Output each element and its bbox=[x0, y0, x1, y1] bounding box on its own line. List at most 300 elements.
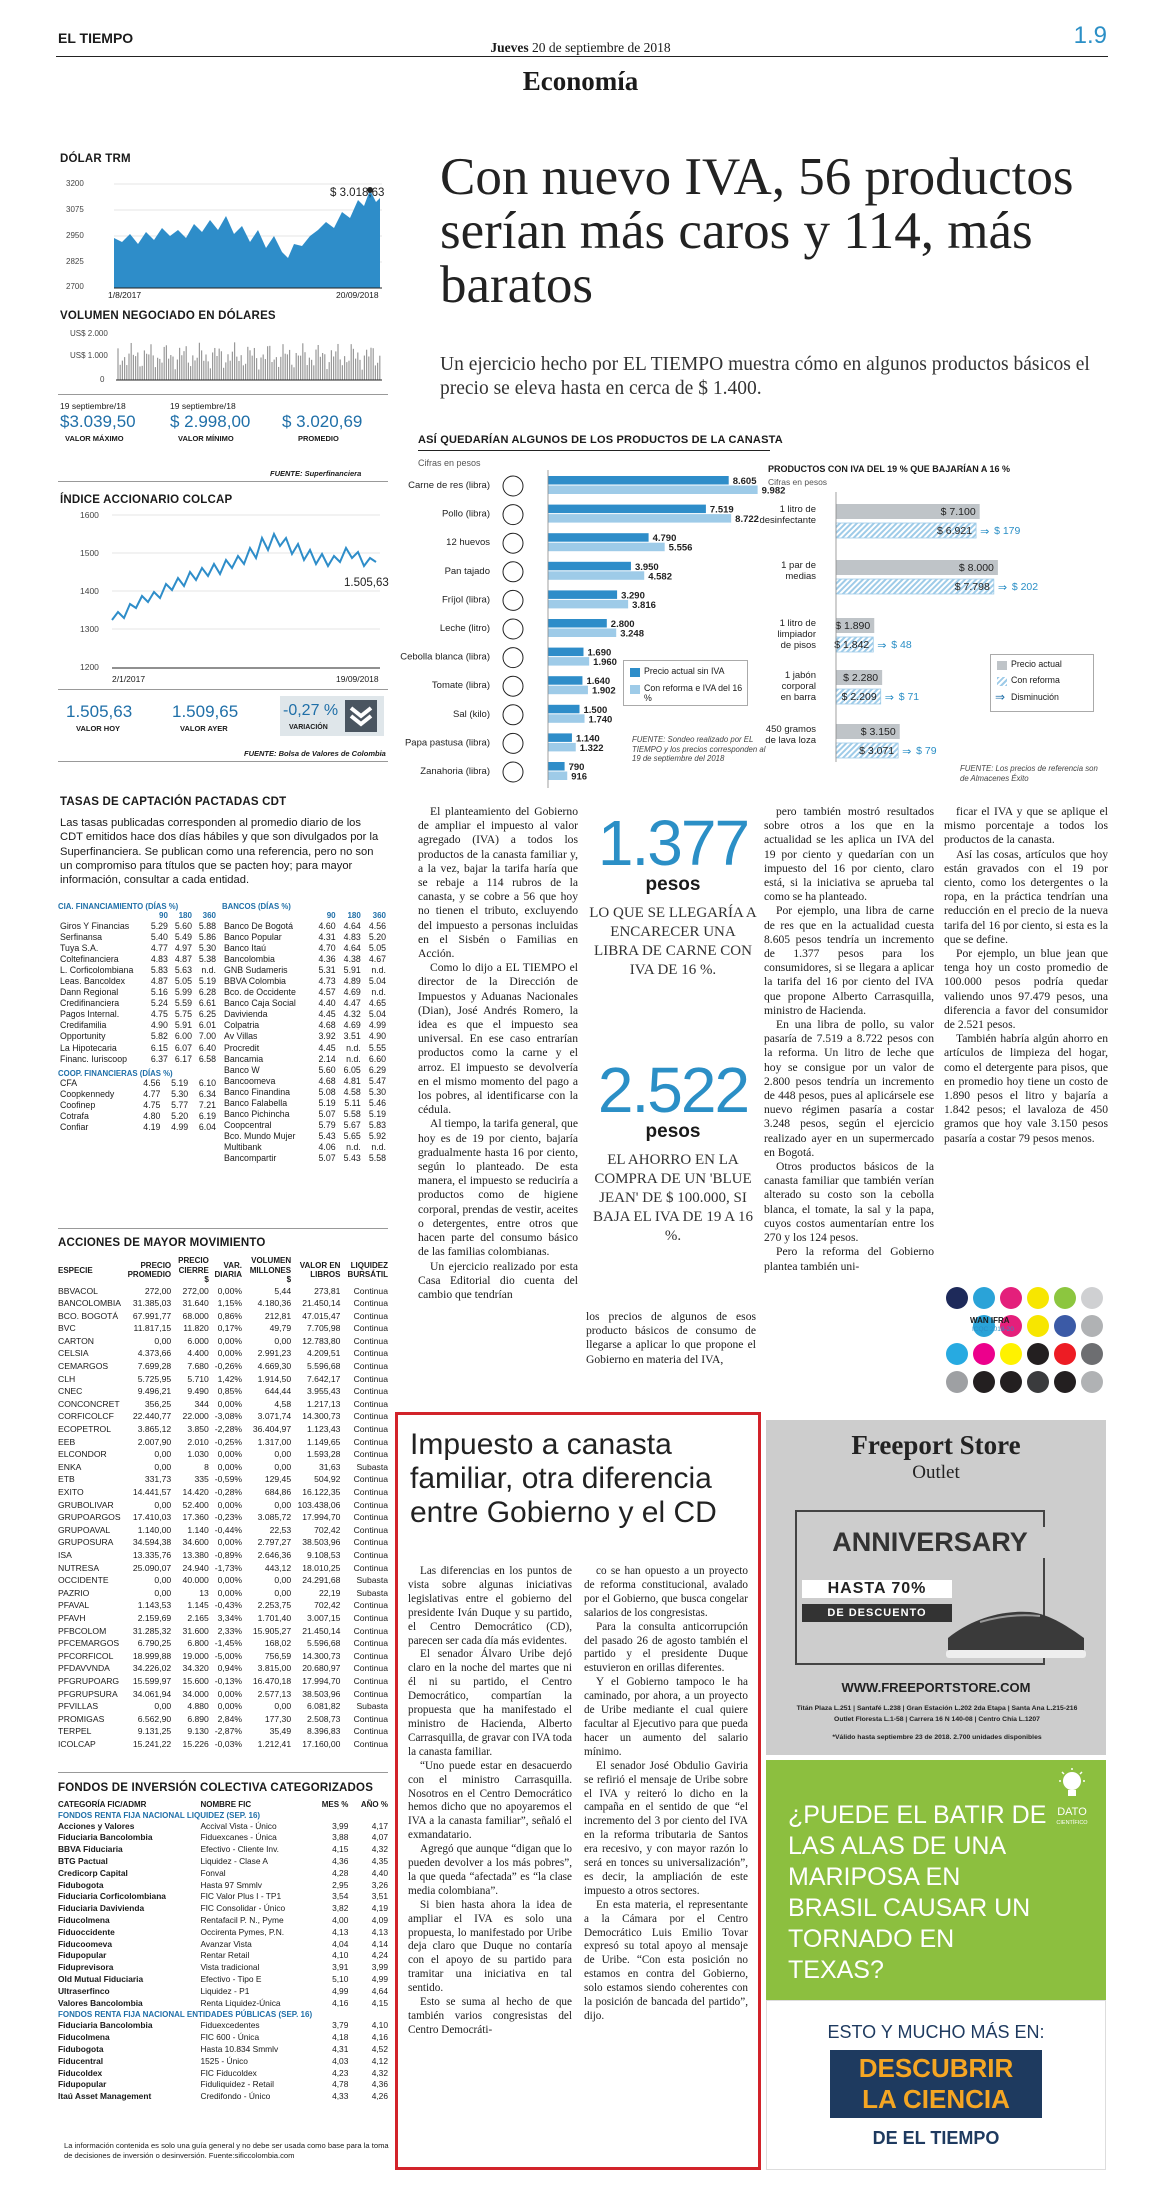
cdt-entity: GNB Sudameris bbox=[224, 964, 288, 975]
cdt-rate: 4.06 bbox=[318, 1142, 336, 1153]
canasta-unit: Cifras en pesos bbox=[418, 458, 481, 468]
article-paragraph: co se han opuesto a un proyecto de reforma constitucional, avalado por el Gobierno, que busca congelar salarios de los congresistas. bbox=[584, 1565, 748, 1619]
fondos-cell: 4,31 bbox=[332, 2044, 349, 2055]
dolar-last-value: $ 3.018,63 bbox=[330, 187, 385, 199]
acciones-cell: 31.285,32 bbox=[132, 1625, 172, 1636]
cdt-rate: 4.45 bbox=[318, 1009, 336, 1020]
acciones-cell: 0,00 bbox=[274, 1461, 292, 1472]
cdt-rate: 6.17 bbox=[174, 1053, 192, 1064]
acciones-row bbox=[56, 1448, 390, 1461]
acciones-cell: 3.850 bbox=[187, 1424, 209, 1435]
color-swatch bbox=[946, 1343, 968, 1365]
acciones-cell: 1.317,00 bbox=[257, 1436, 292, 1447]
color-swatch bbox=[1081, 1371, 1103, 1393]
canasta-value-actual: 8.605 bbox=[732, 476, 757, 487]
cdt-rate: 5.67 bbox=[343, 1120, 361, 1131]
fondos-row bbox=[56, 1974, 390, 1986]
acciones-cell: 4.669,30 bbox=[257, 1361, 292, 1372]
acciones-cell: 17.994,70 bbox=[302, 1512, 341, 1523]
acciones-ticker: BBVACOL bbox=[58, 1285, 98, 1296]
fondos-cell: 4,32 bbox=[371, 2067, 388, 2078]
canasta-category-label: Tomate (libra) bbox=[431, 680, 490, 692]
legend-label-con-reforma: Con reforma bbox=[1011, 675, 1060, 685]
freeport-url[interactable]: WWW.FREEPORTSTORE.COM bbox=[841, 1680, 1031, 1695]
food-icon bbox=[503, 533, 523, 553]
acciones-cell: 2.010 bbox=[187, 1436, 209, 1447]
acciones-cell: 103.438,06 bbox=[297, 1499, 341, 1510]
cdt-rate: 5.07 bbox=[318, 1109, 336, 1120]
fondos-cell: Fiduprevisora bbox=[58, 1962, 114, 1973]
acciones-cell: 756,59 bbox=[264, 1650, 292, 1661]
acciones-cell: Continua bbox=[353, 1285, 388, 1296]
cdt-row bbox=[222, 954, 388, 965]
acciones-cell: Continua bbox=[353, 1386, 388, 1397]
acciones-ticker: GRUPOARGOS bbox=[58, 1512, 121, 1523]
freeport-addr2: Outlet Floresta L.1-58 | Carrera 16 N 140-08 | Centro Chía L.1207 bbox=[834, 1716, 1040, 1723]
acciones-cell: 3.815,00 bbox=[257, 1663, 292, 1674]
color-swatch bbox=[1027, 1371, 1049, 1393]
colcap-title: ÍNDICE ACCIONARIO COLCAP bbox=[60, 494, 233, 506]
acciones-cell: 11.817,15 bbox=[133, 1323, 172, 1334]
acciones-row bbox=[56, 1385, 390, 1398]
food-icon bbox=[503, 705, 523, 725]
acciones-col-header: ESPECIE bbox=[58, 1265, 93, 1275]
fondos-row bbox=[56, 1821, 390, 1833]
cdt-rate: 5.63 bbox=[174, 964, 192, 975]
acciones-cell: 0,00 bbox=[154, 1461, 172, 1472]
icqc-label: ICQC 2018-20 bbox=[972, 1326, 1014, 1333]
cdt-rate: 6.07 bbox=[174, 1042, 192, 1053]
fondos-cell: BBVA Fiduciaria bbox=[58, 1844, 123, 1855]
cdt-rate: 4.99 bbox=[368, 1020, 386, 1031]
dato-cta[interactable] bbox=[830, 2050, 1042, 2118]
acciones-row bbox=[56, 1360, 390, 1373]
acciones-cell: 34.594,38 bbox=[132, 1537, 172, 1548]
canasta-value-reforma: 1.960 bbox=[593, 657, 617, 669]
dato-more: ESTO Y MUCHO MÁS EN: bbox=[827, 2022, 1045, 2042]
colcap-value: 1.505,63 bbox=[66, 702, 133, 721]
cdt-row bbox=[222, 1131, 388, 1142]
fondos-cell: Acciones y Valores bbox=[58, 1820, 135, 1831]
colcap-yesterday-label: VALOR AYER bbox=[180, 724, 228, 733]
cdt-row bbox=[58, 987, 218, 998]
fondos-cell: Liquidez - Clase A bbox=[200, 1855, 268, 1866]
cdt-rate: n.d. bbox=[346, 1042, 361, 1053]
acciones-cell: 67.991,77 bbox=[132, 1310, 172, 1321]
cdt-rate: 5.19 bbox=[368, 1109, 386, 1120]
box-col1 bbox=[408, 1565, 572, 2038]
acciones-row bbox=[56, 1473, 390, 1486]
acciones-cell: 0,00 bbox=[274, 1335, 292, 1346]
iva-chart-unit: Cifras en pesos bbox=[768, 477, 828, 487]
fondos-table bbox=[56, 1800, 390, 2103]
acciones-cell: 7.705,98 bbox=[307, 1323, 341, 1334]
canasta-value-actual: 1.140 bbox=[575, 733, 600, 745]
cdt-entity: Coofinep bbox=[60, 1099, 96, 1110]
cdt-row bbox=[58, 1100, 218, 1111]
canasta-bar-reforma bbox=[548, 743, 576, 752]
fondos-cell: Fidubogota bbox=[58, 1879, 104, 1890]
acciones-col-header: PRECIO CIERRE $ bbox=[178, 1256, 209, 1284]
article-paragraph: Si bien hasta ahora la idea de ampliar el IVA es solo una propuesta, lo manifestado por Uribe deja claro que Duque no contaría con el apoyo de su partido para tramitar una iniciativa en tal sentido. bbox=[408, 1898, 572, 1995]
acciones-cell: 0,00% bbox=[217, 1449, 242, 1460]
acciones-cell: 331,73 bbox=[144, 1474, 172, 1485]
iva-value-reforma: $ 1.842 bbox=[834, 639, 870, 651]
cdt-rate: 3.92 bbox=[318, 1031, 336, 1042]
cdt-rate: 6.19 bbox=[198, 1111, 216, 1121]
cdt-rate: 5.29 bbox=[150, 920, 168, 931]
fondos-row bbox=[56, 1844, 390, 1856]
cdt-rate: 4.69 bbox=[343, 987, 361, 998]
article-paragraph: Esto se suma al hecho de que también varios congresistas del Centro Democráti- bbox=[408, 1996, 572, 2036]
food-icon bbox=[503, 590, 523, 610]
legend-swatch-precio-actual bbox=[997, 661, 1007, 670]
cdt-rate: 5.04 bbox=[368, 975, 386, 986]
acciones-cell: Continua bbox=[353, 1675, 388, 1686]
acciones-row bbox=[56, 1562, 390, 1575]
acciones-cell: 2.508,73 bbox=[307, 1713, 341, 1724]
article-paragraph: “Uno puede estar en desacuerdo con el ministro Carrasquilla. Nosotros en el Centro Democrático hemos dicho que no apoyaremos el IVA a la canasta familiar”, señaló el exmandatario. bbox=[408, 1759, 572, 1842]
fondos-cell: FIC 600 - Única bbox=[200, 2032, 260, 2043]
acciones-header-row bbox=[56, 1256, 390, 1285]
fondos-row bbox=[56, 1915, 390, 1927]
canasta-bar-reforma bbox=[548, 600, 628, 609]
iva-chart bbox=[759, 492, 1106, 782]
acciones-cell: 24.940 bbox=[182, 1562, 209, 1573]
acciones-row bbox=[56, 1574, 390, 1587]
acciones-cell: 272,00 bbox=[182, 1285, 209, 1296]
cdt-rate: 4.77 bbox=[150, 942, 168, 953]
iva-value-reforma: $ 3.071 bbox=[859, 745, 895, 757]
acciones-cell: 52.400 bbox=[182, 1499, 209, 1510]
cdt-rate: 5.91 bbox=[174, 1020, 192, 1031]
acciones-cell: 344 bbox=[194, 1398, 209, 1409]
fondos-row bbox=[56, 2091, 390, 2103]
canasta-bar-reforma bbox=[548, 657, 589, 666]
cdt-rate: n.d. bbox=[371, 964, 386, 975]
acciones-ticker: ELCONDOR bbox=[58, 1449, 107, 1460]
color-swatch bbox=[1054, 1371, 1076, 1393]
acciones-cell: Continua bbox=[353, 1436, 388, 1447]
acciones-cell: 8 bbox=[204, 1461, 209, 1472]
acciones-ticker: CEMARGOS bbox=[58, 1361, 109, 1372]
acciones-row bbox=[56, 1536, 390, 1549]
wan-ifra-logo: WAN IFRA bbox=[970, 1316, 1010, 1325]
acciones-cell: 0,00 bbox=[154, 1575, 172, 1586]
acciones-cell: 0,00 bbox=[154, 1587, 172, 1598]
acciones-cell: Continua bbox=[353, 1411, 388, 1422]
acciones-cell: 0,00 bbox=[274, 1499, 292, 1510]
acciones-cell: 2.253,75 bbox=[257, 1600, 292, 1611]
cdt-entity: Procredit bbox=[224, 1042, 260, 1053]
acciones-row bbox=[56, 1713, 390, 1726]
acciones-col-header: VALOR EN LIBROS bbox=[299, 1260, 341, 1280]
acciones-ticker: PFDAVVNDA bbox=[58, 1663, 110, 1674]
legend-swatch-con-reforma bbox=[997, 677, 1007, 686]
fondos-group-row bbox=[56, 1810, 390, 1821]
volume-tick: 0 bbox=[100, 375, 105, 384]
cdt-row bbox=[58, 1089, 218, 1100]
fondos-cell: Rentar Retail bbox=[200, 1950, 250, 1961]
fondos-cell: 4,24 bbox=[371, 1950, 388, 1961]
fondos-cell: Fiduciaria Davivienda bbox=[58, 1903, 145, 1914]
cdt-rate: 6.15 bbox=[150, 1042, 168, 1053]
acciones-cell: 684,86 bbox=[264, 1487, 292, 1497]
acciones-cell: 3.865,12 bbox=[137, 1424, 172, 1435]
cdt-row bbox=[222, 976, 388, 987]
acciones-cell: 14.441,57 bbox=[132, 1487, 172, 1497]
acciones-ticker: PFGRUPSURA bbox=[58, 1688, 118, 1699]
acciones-row bbox=[56, 1373, 390, 1386]
acciones-cell: Continua bbox=[353, 1449, 388, 1460]
cdt-entity: Bco. Mundo Mujer bbox=[224, 1131, 296, 1142]
acciones-cell: 6.790,25 bbox=[137, 1638, 172, 1649]
acciones-cell: Continua bbox=[353, 1474, 388, 1485]
fondos-cell: FIC Valor Plus I - TP1 bbox=[200, 1891, 282, 1902]
cdt-rate: 4.32 bbox=[343, 1009, 361, 1020]
cdt-entity: La Hipotecaria bbox=[60, 1042, 117, 1053]
acciones-cell: 6.000 bbox=[187, 1335, 209, 1346]
acciones-cell: 0,00% bbox=[217, 1537, 242, 1548]
fondos-cell: Itaú Asset Management bbox=[58, 2091, 152, 2102]
cdt-rate: n.d. bbox=[346, 1053, 361, 1064]
color-swatch bbox=[1054, 1343, 1076, 1365]
legend-swatch-reforma bbox=[630, 685, 640, 694]
acciones-ticker: TERPEL bbox=[58, 1726, 92, 1737]
fondos-row bbox=[56, 1856, 390, 1868]
fondos-cell: Credifondo - Único bbox=[200, 2091, 271, 2102]
acciones-ticker: ECOPETROL bbox=[58, 1424, 112, 1435]
cdt-entity: Bco. de Occidente bbox=[224, 987, 296, 998]
acciones-cell: 22.000 bbox=[182, 1411, 209, 1422]
cdt-rate: 5.24 bbox=[150, 998, 168, 1009]
acciones-cell: 13.335,76 bbox=[132, 1549, 172, 1560]
fondos-cell: FIC Fiducoldex bbox=[200, 2067, 257, 2078]
dato-question: ¿PUEDE EL BATIR DE LAS ALAS DE UNA MARIPOSA EN BRASIL CAUSAR UN TORNADO EN TEXAS? bbox=[788, 1801, 1047, 1984]
cdt-entity: Bancolombia bbox=[224, 953, 275, 964]
cdt-entity: Credifinanciera bbox=[60, 998, 120, 1009]
cdt-rate: 4.68 bbox=[318, 1075, 336, 1086]
acciones-cell: 1.145 bbox=[187, 1600, 209, 1611]
acciones-cell: 4.209,51 bbox=[307, 1348, 341, 1359]
acciones-cell: 31.640 bbox=[182, 1298, 209, 1309]
fondos-row bbox=[56, 1868, 390, 1880]
color-swatch bbox=[973, 1287, 995, 1309]
acciones-cell: Continua bbox=[353, 1361, 388, 1372]
fondos-cell: Liquidez - P1 bbox=[200, 1985, 250, 1996]
fondos-cell: 3,88 bbox=[332, 1832, 349, 1843]
acciones-cell: 1.140,00 bbox=[137, 1524, 172, 1535]
colcap-ytick: 1400 bbox=[80, 586, 99, 596]
header-rule bbox=[56, 56, 1108, 57]
cdt-rate: 4.40 bbox=[318, 998, 336, 1009]
colcap-ytick: 1600 bbox=[80, 510, 99, 520]
food-icon bbox=[503, 648, 523, 668]
cdt-left-head: CIA. FINANCIAMIENTO (DÍAS %) bbox=[58, 902, 179, 911]
acciones-cell: 16.470,18 bbox=[252, 1675, 292, 1686]
fondos-cell: 4,52 bbox=[371, 2044, 388, 2055]
iva-category-label: 450 gramos de lava loza bbox=[765, 724, 816, 746]
acciones-cell: 34.320 bbox=[182, 1663, 209, 1674]
acciones-ticker: PAZRIO bbox=[58, 1587, 90, 1598]
acciones-cell: 1.217,13 bbox=[307, 1398, 341, 1409]
acciones-ticker: PFAVH bbox=[58, 1612, 86, 1623]
acciones-cell: 1.140 bbox=[187, 1524, 209, 1535]
acciones-cell: 34.000 bbox=[182, 1688, 209, 1699]
fondos-row bbox=[56, 2032, 390, 2044]
stat-avg-value: $ 3.020,69 bbox=[282, 412, 363, 431]
acciones-cell: 15.241,22 bbox=[132, 1738, 172, 1749]
fondos-cell: Fiducentral bbox=[58, 2055, 104, 2066]
cdt-right-table bbox=[222, 902, 388, 1165]
issue-date bbox=[0, 40, 1161, 56]
acciones-cell: 702,42 bbox=[314, 1600, 341, 1611]
fondos-cell: 4,16 bbox=[332, 1997, 349, 2008]
acciones-cell: 212,81 bbox=[264, 1310, 292, 1321]
acciones-cell: Continua bbox=[353, 1537, 388, 1548]
acciones-cell: 5.596,68 bbox=[307, 1361, 341, 1372]
acciones-cell: 0,00 bbox=[154, 1499, 172, 1510]
acciones-cell: 15.905,27 bbox=[252, 1625, 292, 1636]
cdt-rate: 6.37 bbox=[150, 1053, 168, 1064]
acciones-cell: 2.007,90 bbox=[137, 1436, 172, 1447]
canasta-bar-reforma bbox=[548, 571, 644, 580]
acciones-cell: 0,00 bbox=[274, 1575, 292, 1586]
fondos-col-header: NOMBRE FIC bbox=[200, 1800, 252, 1809]
fondos-row bbox=[56, 1832, 390, 1844]
canasta-bar-reforma bbox=[548, 772, 567, 781]
cdt-row bbox=[58, 1111, 218, 1122]
acciones-row bbox=[56, 1511, 390, 1524]
cdt-rate: 4.56 bbox=[143, 1077, 161, 1088]
acciones-cell: 47.015,47 bbox=[302, 1310, 341, 1321]
fondos-cell: 4,14 bbox=[371, 1938, 388, 1949]
fondos-cell: 4,23 bbox=[332, 2067, 349, 2078]
cdt-entity: Dann Regional bbox=[60, 987, 119, 998]
cdt-row bbox=[222, 998, 388, 1009]
acciones-row bbox=[56, 1688, 390, 1701]
fondos-cell: 4,35 bbox=[371, 1855, 388, 1866]
freeport-valid: *Válido hasta septiembre 23 de 2018. 2.700 unidades disponibles bbox=[832, 1734, 1042, 1741]
acciones-ticker: ETB bbox=[58, 1474, 75, 1485]
acciones-cell: Subasta bbox=[356, 1701, 388, 1712]
acciones-cell: Continua bbox=[353, 1663, 388, 1674]
color-swatch bbox=[973, 1343, 995, 1365]
acciones-ticker: CELSIA bbox=[58, 1348, 89, 1359]
fondos-cell: Fiduciaria Bancolombia bbox=[58, 1832, 153, 1843]
dolar-start-date: 1/8/2017 bbox=[108, 290, 142, 300]
acciones-cell: 1.149,65 bbox=[307, 1436, 341, 1447]
acciones-cell: 15.600 bbox=[182, 1675, 209, 1686]
callout-2-text: EL AHORRO EN LA COMPRA DE UN 'BLUE JEAN' DE $ 100.000, SI BAJA EL IVA DE 19 A 16 %. bbox=[592, 1152, 754, 1244]
cdt-rate: 5.49 bbox=[174, 931, 192, 942]
acciones-cell: Continua bbox=[353, 1612, 388, 1623]
acciones-cell: 35,49 bbox=[269, 1726, 292, 1737]
acciones-cell: -3,08% bbox=[214, 1411, 242, 1422]
acciones-cell: 3.955,43 bbox=[307, 1386, 341, 1397]
dolar-chart bbox=[60, 172, 390, 292]
iva-value-actual: $ 2.280 bbox=[843, 672, 879, 684]
iva-value-disminucion: $ 79 bbox=[916, 745, 937, 757]
colcap-bottom-rule bbox=[58, 761, 388, 762]
cdt-rate: 5.43 bbox=[343, 1153, 361, 1164]
fondos-cell: 2,95 bbox=[332, 1879, 349, 1890]
cdt-rate: 4.97 bbox=[174, 942, 192, 953]
fondos-cell: 4,04 bbox=[332, 1938, 349, 1949]
section-title: Economía bbox=[522, 66, 639, 96]
acciones-row bbox=[56, 1612, 390, 1625]
acciones-cell: 0,00% bbox=[217, 1348, 242, 1359]
fondos-cell: Old Mutual Fiduciaria bbox=[58, 1973, 144, 1984]
canasta-bar-actual bbox=[548, 705, 580, 714]
acciones-cell: -0,89% bbox=[214, 1549, 242, 1560]
canasta-value-actual: 1.500 bbox=[583, 704, 608, 716]
food-icon bbox=[503, 733, 523, 753]
stat-date: 19 septiembre/18 bbox=[170, 401, 236, 411]
acciones-col-header: VAR. DIARIA bbox=[214, 1260, 242, 1280]
acciones-ticker: PFAVAL bbox=[58, 1600, 90, 1611]
dato-cta-line2: LA CIENCIA bbox=[862, 2084, 1010, 2114]
colcap-variation: -0,27 % bbox=[283, 702, 339, 719]
acciones-cell: 68.000 bbox=[182, 1310, 209, 1321]
acciones-cell: 19.000 bbox=[182, 1650, 209, 1661]
stat-avg-label: PROMEDIO bbox=[298, 434, 339, 443]
callout-1 bbox=[588, 808, 758, 980]
cdt-rate: 4.36 bbox=[318, 953, 336, 964]
acciones-cell: 15.599,97 bbox=[132, 1675, 172, 1686]
acciones-cell: 31.600 bbox=[182, 1625, 209, 1636]
cdt-row bbox=[222, 1076, 388, 1087]
acciones-row bbox=[56, 1675, 390, 1688]
cdt-row bbox=[222, 1031, 388, 1042]
cdt-col-180: 180 bbox=[178, 911, 192, 920]
color-swatch bbox=[1000, 1371, 1022, 1393]
cdt-entity: BBVA Colombia bbox=[224, 975, 286, 986]
cdt-row bbox=[222, 1098, 388, 1109]
cdt-row bbox=[222, 1109, 388, 1120]
article-paragraph: pero también mostró resultados sobre otros a los que en la actualidad se les aplica un IVA del 19 por ciento y quedarían con un impuesto del 16 por ciento, claro está, si la iniciativa se aprueba tal como se ha planteado. bbox=[764, 805, 934, 904]
acciones-cell: 335 bbox=[194, 1474, 209, 1485]
colcap-chart bbox=[60, 508, 390, 678]
cdt-rate: 5.83 bbox=[150, 964, 168, 975]
acciones-col-header: VOLUMEN MILLONES $ bbox=[249, 1256, 292, 1284]
acciones-cell: Continua bbox=[353, 1650, 388, 1661]
acciones-cell: Continua bbox=[353, 1549, 388, 1560]
fondos-col-header: MES % bbox=[321, 1800, 349, 1809]
acciones-cell: 5.710 bbox=[187, 1373, 209, 1384]
cdt-rate: 3.51 bbox=[343, 1031, 361, 1042]
box-title: Impuesto a canasta familiar, otra diferencia entre Gobierno y el CD bbox=[410, 1428, 717, 1529]
acciones-ticker: ENKA bbox=[58, 1461, 82, 1472]
canasta-value-reforma: 1.740 bbox=[588, 714, 613, 726]
acciones-cell: 0,00% bbox=[217, 1461, 242, 1472]
acciones-cell: -2,87% bbox=[214, 1726, 242, 1737]
acciones-ticker: GRUPOAVAL bbox=[58, 1524, 111, 1535]
cdt-row bbox=[58, 998, 218, 1009]
acciones-cell: 25.090,07 bbox=[132, 1562, 172, 1573]
cdt-rate: 5.19 bbox=[198, 975, 216, 986]
acciones-cell: -1,73% bbox=[214, 1562, 242, 1573]
acciones-ticker: BCO. BOGOTÁ bbox=[58, 1310, 119, 1321]
fondos-cell: 3,99 bbox=[332, 1820, 349, 1831]
acciones-cell: Continua bbox=[353, 1726, 388, 1737]
cdt-entity: Banco W bbox=[224, 1064, 260, 1075]
cdt-rate: 4.60 bbox=[318, 920, 336, 931]
acciones-cell: 0,00% bbox=[217, 1701, 242, 1712]
acciones-cell: 5.725,95 bbox=[137, 1373, 172, 1384]
fondos-cell: 4,36 bbox=[371, 2079, 388, 2090]
cdt-entity: Pagos Internal. bbox=[60, 1009, 120, 1020]
